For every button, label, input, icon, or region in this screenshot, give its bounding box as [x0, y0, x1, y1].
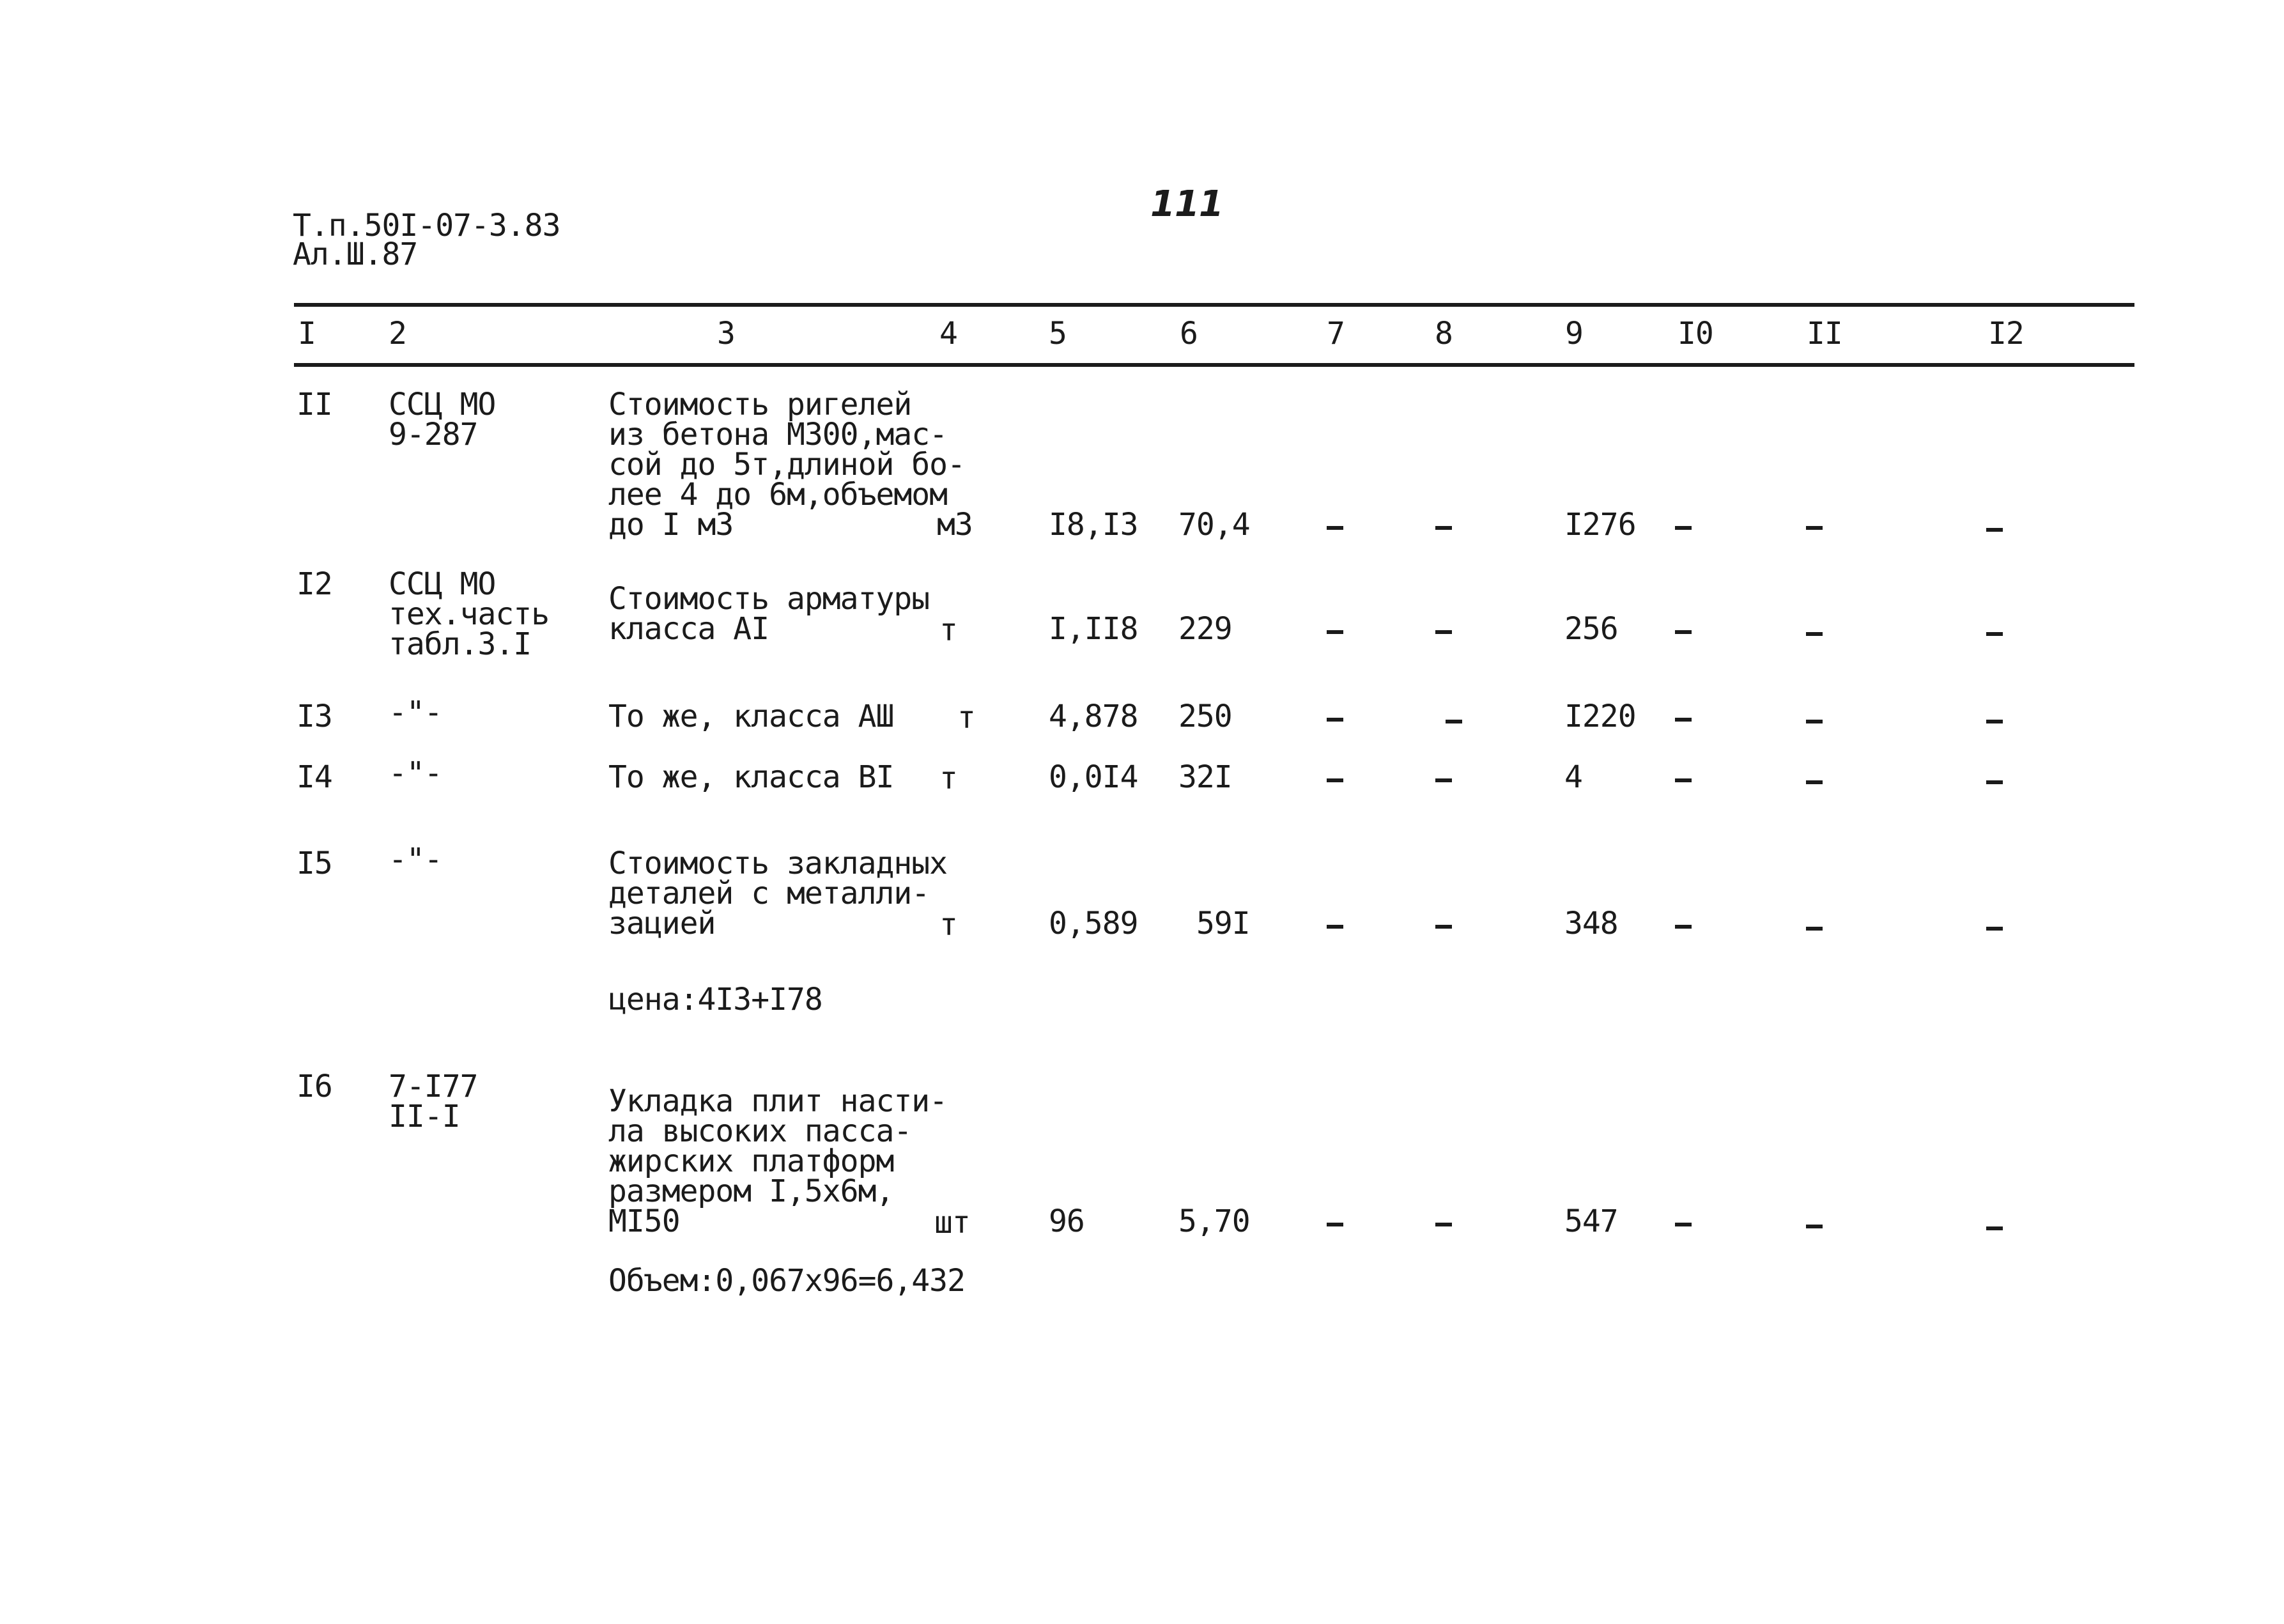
- empty-cell-dash: [1327, 526, 1343, 530]
- empty-cell-dash: [1806, 780, 1823, 784]
- total-cost-cell: I220: [1564, 699, 1636, 734]
- reference-line: 7-I77: [389, 1069, 478, 1104]
- quantity-cell: I,II8: [1049, 611, 1138, 647]
- reference-ditto: -"-: [389, 755, 442, 791]
- unit-price-cell: 59I: [1196, 906, 1250, 941]
- unit-cell: т: [939, 907, 957, 943]
- unit-price-cell: 250: [1178, 699, 1232, 734]
- empty-cell-dash: [1435, 526, 1452, 530]
- reference-line: тех.часть: [389, 596, 550, 632]
- column-header: I0: [1678, 316, 1713, 352]
- empty-cell-dash: [1806, 1225, 1823, 1228]
- document-reference: Т.п.50I-07-3.83: [293, 208, 560, 244]
- description-line: МI50: [608, 1203, 680, 1239]
- reference-ditto: -"-: [389, 842, 442, 878]
- quantity-cell: 4,878: [1049, 699, 1138, 734]
- total-cost-cell: 256: [1564, 611, 1618, 647]
- description-line: Стоимость закладных: [608, 846, 948, 881]
- description-line: Стоимость арматуры: [608, 581, 930, 617]
- quantity-cell: 0,0I4: [1049, 759, 1138, 795]
- empty-cell-dash: [1327, 1223, 1343, 1226]
- quantity-cell: 0,589: [1049, 906, 1138, 941]
- total-cost-cell: 348: [1564, 906, 1618, 941]
- empty-cell-dash: [1986, 780, 2003, 784]
- empty-cell-dash: [1327, 630, 1343, 634]
- empty-cell-dash: [1446, 720, 1462, 723]
- column-header: I: [298, 316, 316, 352]
- volume-note: Объем:0,067х96=6,432: [608, 1263, 965, 1299]
- column-header: 4: [939, 316, 957, 352]
- column-header: 8: [1435, 316, 1453, 352]
- empty-cell-dash: [1327, 718, 1343, 722]
- column-header: 3: [717, 316, 735, 352]
- row-number: I2: [297, 566, 332, 602]
- unit-cell: т: [939, 761, 957, 796]
- total-cost-cell: 4: [1564, 759, 1582, 795]
- total-cost-cell: 547: [1564, 1203, 1618, 1239]
- column-header: 5: [1049, 316, 1067, 352]
- row-number: I4: [297, 759, 332, 795]
- empty-cell-dash: [1986, 720, 2003, 723]
- empty-cell-dash: [1986, 927, 2003, 931]
- empty-cell-dash: [1675, 526, 1692, 530]
- empty-cell-dash: [1675, 718, 1692, 722]
- description-line: размером I,5х6м,: [608, 1173, 894, 1209]
- column-header: 9: [1565, 316, 1583, 352]
- unit-price-cell: 5,70: [1178, 1203, 1250, 1239]
- reference-line: 9-287: [389, 417, 478, 452]
- description-line: Укладка плит насти-: [608, 1083, 948, 1119]
- table-top-rule: [294, 303, 2134, 307]
- description-line: лее 4 до 6м,объемом: [608, 477, 948, 513]
- empty-cell-dash: [1986, 528, 2003, 532]
- empty-cell-dash: [1675, 925, 1692, 929]
- unit-cell: шт: [934, 1205, 970, 1241]
- reference-line: II-I: [389, 1099, 460, 1134]
- empty-cell-dash: [1806, 720, 1823, 723]
- empty-cell-dash: [1675, 1223, 1692, 1226]
- empty-cell-dash: [1327, 778, 1343, 782]
- row-number: I5: [297, 846, 332, 881]
- empty-cell-dash: [1806, 526, 1823, 530]
- empty-cell-dash: [1675, 778, 1692, 782]
- quantity-cell: I8,I3: [1049, 507, 1138, 543]
- description-line: зацией: [608, 906, 716, 941]
- empty-cell-dash: [1435, 630, 1452, 634]
- row-number: I3: [297, 699, 332, 734]
- unit-cell: т: [939, 612, 957, 648]
- unit-price-cell: 70,4: [1178, 507, 1250, 543]
- reference-ditto: -"-: [389, 695, 442, 731]
- description-line: из бетона М300,мас-: [608, 417, 948, 452]
- empty-cell-dash: [1435, 778, 1452, 782]
- total-cost-cell: I276: [1564, 507, 1636, 543]
- column-header: 7: [1327, 316, 1345, 352]
- description-line: ла высоких пасса-: [608, 1113, 912, 1149]
- reference-line: ССЦ МО: [389, 387, 496, 422]
- description-line: класса АI: [608, 611, 769, 647]
- empty-cell-dash: [1327, 925, 1343, 929]
- unit-cell: т: [957, 700, 975, 736]
- empty-cell-dash: [1675, 630, 1692, 634]
- row-number: I6: [297, 1069, 332, 1104]
- unit-price-cell: 229: [1178, 611, 1232, 647]
- column-header: I2: [1988, 316, 2024, 352]
- description-line: То же, класса АШ: [608, 699, 894, 734]
- empty-cell-dash: [1806, 632, 1823, 636]
- unit-cell: м3: [937, 507, 973, 543]
- page-number: 111: [1150, 183, 1223, 225]
- column-header: 2: [389, 316, 406, 352]
- unit-price-cell: 32I: [1178, 759, 1232, 795]
- description-line: Стоимость ригелей: [608, 387, 912, 422]
- description-line: до I м3: [608, 507, 734, 543]
- album-sheet-reference: Ал.Ш.87: [293, 236, 418, 272]
- reference-line: табл.3.I: [389, 626, 532, 662]
- table-header-bottom-rule: [294, 363, 2134, 367]
- column-header: 6: [1180, 316, 1198, 352]
- description-line: То же, класса ВI: [608, 759, 894, 795]
- description-line: жирских платформ: [608, 1143, 894, 1179]
- description-line: деталей с металли-: [608, 876, 930, 911]
- empty-cell-dash: [1986, 1226, 2003, 1230]
- quantity-cell: 96: [1049, 1203, 1084, 1239]
- column-header: II: [1807, 316, 1842, 352]
- description-line: сой до 5т,длиной бо-: [608, 447, 965, 483]
- empty-cell-dash: [1435, 925, 1452, 929]
- price-note: цена:4I3+I78: [608, 982, 822, 1017]
- row-number: II: [297, 387, 332, 422]
- empty-cell-dash: [1986, 632, 2003, 636]
- empty-cell-dash: [1806, 927, 1823, 931]
- empty-cell-dash: [1435, 1223, 1452, 1226]
- reference-line: ССЦ МО: [389, 566, 496, 602]
